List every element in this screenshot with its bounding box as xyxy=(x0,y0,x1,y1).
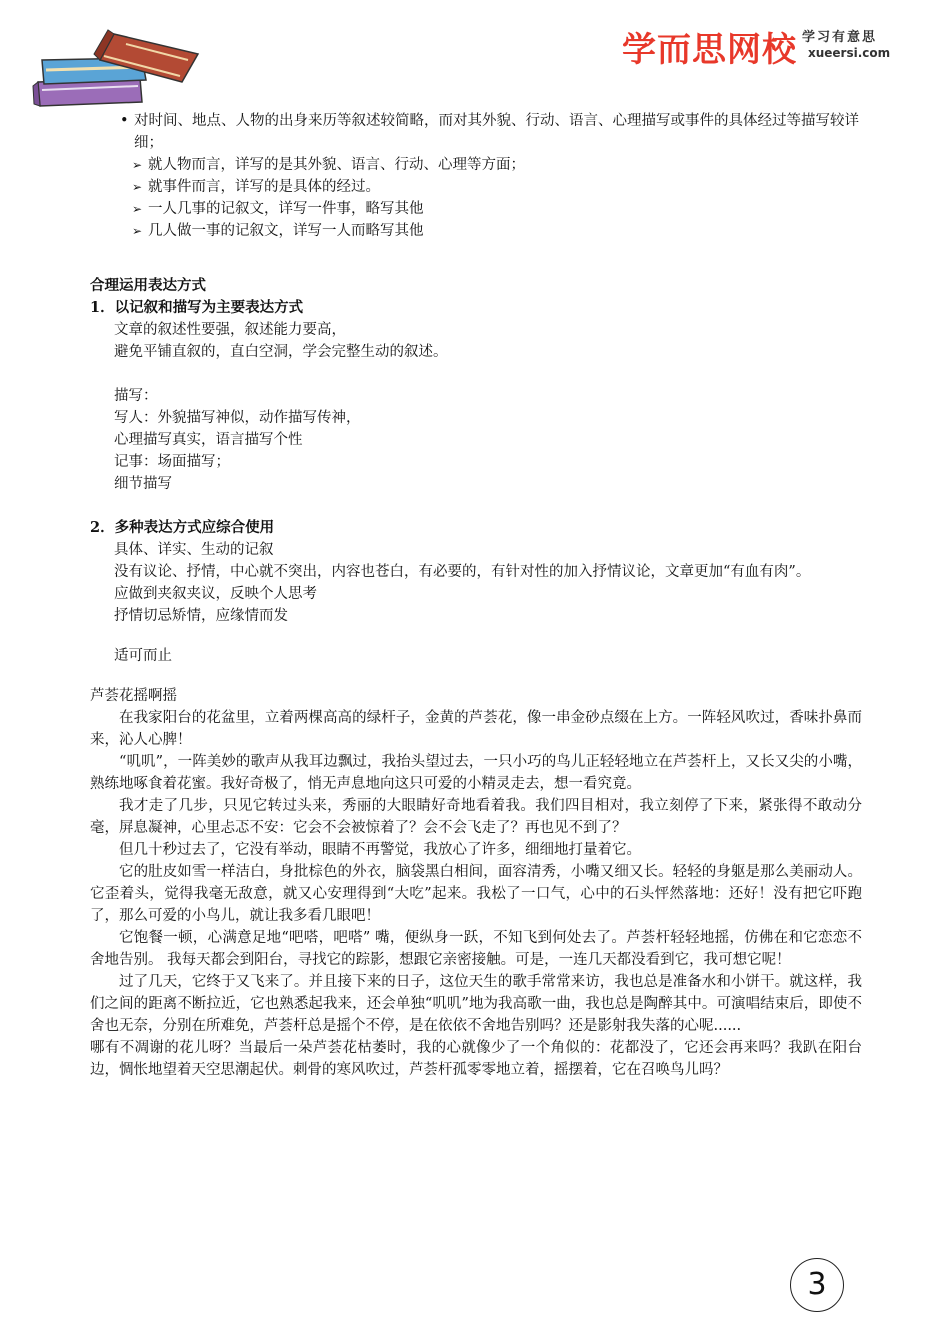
text-line: 没有议论、抒情，中心就不突出，内容也苍白，有必要的，有针对性的加入抒情议论，文章更加“有血有肉”。 xyxy=(114,564,811,580)
essay-title: 芦荟花摇啊摇 xyxy=(90,688,177,704)
bullet-item xyxy=(90,110,862,154)
text-line: 写人：外貌描写神似，动作描写传神， xyxy=(114,410,361,426)
text-line: 描写： xyxy=(114,388,158,404)
subheading-1: 1．以记叙和描写为主要表达方式 xyxy=(90,299,304,316)
sub-item-text: 一人几事的记叙文，详写一件事，略写其他 xyxy=(148,201,424,217)
arrow-bullet-icon: ➢ xyxy=(132,202,143,216)
text-line: 应做到夹叙夹议，反映个人思考 xyxy=(114,586,317,602)
text-line: 心理描写真实，语言描写个性 xyxy=(114,432,303,448)
sub-item-text: 就事件而言，详写的是具体的经过。 xyxy=(148,179,380,195)
arrow-bullet-icon: ➢ xyxy=(132,158,143,172)
logo-url: xueersi.com xyxy=(808,46,891,60)
essay-paragraph: 我才走了几步，只见它转过头来，秀丽的大眼睛好奇地看着我。我们四目相对，我立刻停了下来，紧张得不敢动分毫，屏息凝神，心里忐忑不安：它会不会被惊着了？会不会飞走了？再也见不到了？ xyxy=(90,798,862,836)
text-line: 记事：场面描写； xyxy=(114,454,230,470)
page-number: 3 xyxy=(790,1258,844,1312)
sub-item xyxy=(90,176,862,198)
logo-text: 学而思网校 xyxy=(622,30,797,70)
essay-paragraph: 过了几天，它终于又飞来了。并且接下来的日子，这位天生的歌手常常来访，我也总是准备水和小饼干。就这样，我们之间的距离不断拉近，它也熟悉起我来，还会单独“叽叽”地为我高歌一曲，我也总是陶醉其中。可演唱结束后，即使不舍也无奈，分别在所难免，芦荟杆总是摇个不停，是在依依不舍地告别吗？还是影射我失落的心呢...... xyxy=(90,974,862,1034)
text-line: 文章的叙述性要强，叙述能力要高， xyxy=(114,322,346,338)
bullet-icon: • xyxy=(120,113,129,129)
bullet-text: 对时间、地点、人物的出身来历等叙述较简略，而对其外貌、行动、语言、心理描写或事件的具体经过等描写较详细； xyxy=(134,113,859,151)
essay-paragraph: 在我家阳台的花盆里，立着两棵高高的绿杆子，金黄的芦荟花，像一串金砂点缀在上方。一阵轻风吹过，香味扑鼻而来，沁人心脾！ xyxy=(90,710,862,748)
section-title: 合理运用表达方式 xyxy=(90,277,206,294)
text-line: 适可而止 xyxy=(114,648,172,664)
essay-paragraph: “叽叽”，一阵美妙的歌声从我耳边飘过，我抬头望过去，一只小巧的鸟儿正轻轻地立在芦荟杆上，又长又尖的小嘴，熟练地啄食着花蜜。我好奇极了，悄无声息地向这只可爱的小精灵走去，想一看究竟。 xyxy=(90,754,862,792)
subheading-2: 2．多种表达方式应综合使用 xyxy=(90,519,275,536)
sub-item-text: 几人做一事的记叙文，详写一人而略写其他 xyxy=(148,223,424,239)
text-line: 抒情切忌矫情，应缘情而发 xyxy=(114,608,288,624)
logo-slogan: 学习有意思 xyxy=(802,30,878,45)
text-line: 具体、详实、生动的记叙 xyxy=(114,542,274,558)
sub-item-text: 就人物而言，详写的是其外貌、语言、行动、心理等方面； xyxy=(148,157,525,173)
essay-paragraph: 但几十秒过去了，它没有举动，眼睛不再警觉，我放心了许多，细细地打量着它。 xyxy=(119,842,641,858)
essay-paragraph: 它饱餐一顿，心满意足地“吧嗒，吧嗒” 嘴，便纵身一跃，不知飞到何处去了。芦荟杆轻轻地摇，仿佛在和它恋恋不舍地告别。 我每天都会到阳台，寻找它的踪影，想跟它亲密接触。可是，一连几天都没看到它，我可想它呢！ xyxy=(90,930,862,968)
stacked-books-icon xyxy=(30,20,220,115)
document-body xyxy=(90,110,862,1081)
sub-item xyxy=(90,154,862,176)
essay-closing: 哪有不凋谢的花儿呀？当最后一朵芦荟花枯萎时，我的心就像少了一个角似的：花都没了，它还会再来吗？我趴在阳台边，惆怅地望着天空思潮起伏。刺骨的寒风吹过，芦荟杆孤零零地立着，摇摆着，它在召唤鸟儿吗？ xyxy=(90,1040,862,1078)
essay-paragraph: 它的肚皮如雪一样洁白，身批棕色的外衣，脑袋黑白相间，面容清秀，小嘴又细又长。轻轻的身躯是那么美丽动人。它歪着头，觉得我毫无敌意，就又心安理得到“大吃”起来。我松了一口气，心中的石头怦然落地：还好！没有把它吓跑了，那么可爱的小鸟儿，就让我多看几眼吧！ xyxy=(90,864,862,924)
brand-logo[interactable] xyxy=(622,22,912,70)
arrow-bullet-icon: ➢ xyxy=(132,224,143,238)
text-line: 避免平铺直叙的，直白空洞，学会完整生动的叙述。 xyxy=(114,344,448,360)
text-line: 细节描写 xyxy=(114,476,172,492)
sub-item xyxy=(90,198,862,220)
sub-item xyxy=(90,220,862,242)
arrow-bullet-icon: ➢ xyxy=(132,180,143,194)
